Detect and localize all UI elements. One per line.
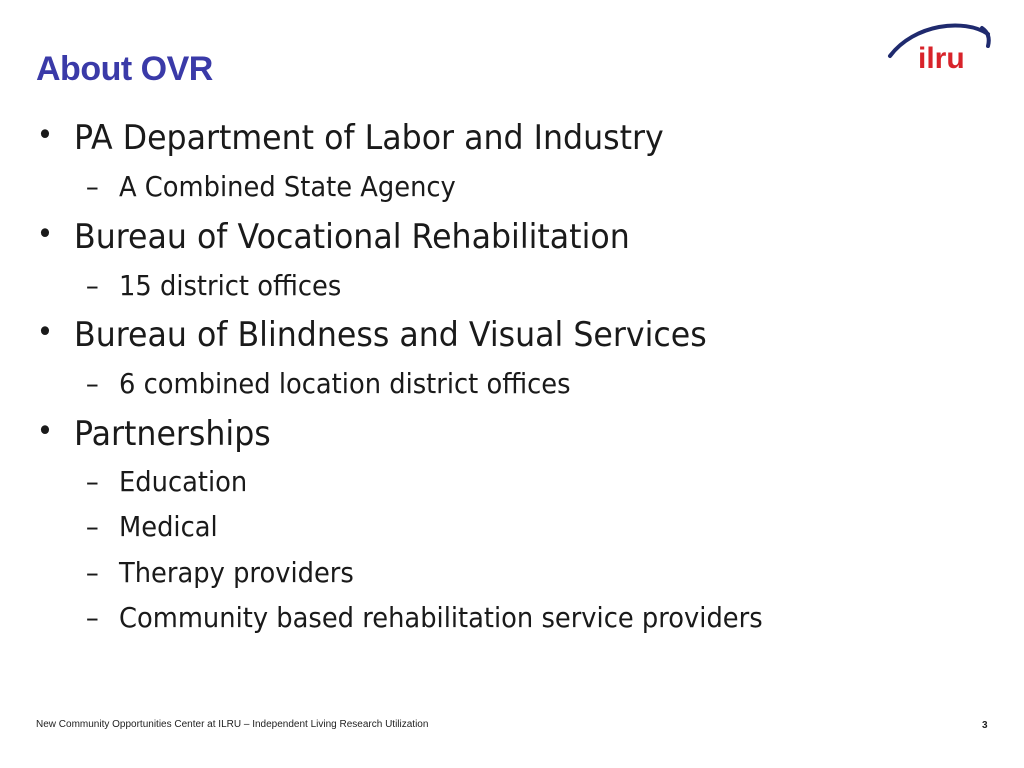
sub-bullet-dash: – xyxy=(85,465,99,498)
sub-bullet-dash: – xyxy=(85,269,99,302)
sub-bullet-dash: – xyxy=(85,170,99,203)
sub-bullet-item xyxy=(85,601,763,634)
logo-text: ilru xyxy=(918,42,965,75)
bullet-text: PA Department of Labor and Industry xyxy=(74,118,664,158)
sub-bullet-item xyxy=(85,269,342,302)
bullet-dot: • xyxy=(36,217,54,252)
sub-bullet-text: Community based rehabilitation service providers xyxy=(119,601,763,634)
bullet-dot: • xyxy=(36,414,54,449)
bullet-text: Partnerships xyxy=(74,414,271,454)
sub-bullet-text: 15 district offices xyxy=(119,269,342,302)
sub-bullet-text: Education xyxy=(119,465,248,498)
bullet-item xyxy=(36,414,271,454)
sub-bullet-item xyxy=(85,367,571,400)
sub-bullet-dash: – xyxy=(85,601,99,634)
sub-bullet-text: Therapy providers xyxy=(119,556,354,589)
bullet-text: Bureau of Vocational Rehabilitation xyxy=(74,217,630,257)
bullet-dot: • xyxy=(36,315,54,350)
sub-bullet-item xyxy=(85,170,456,203)
page-number: 3 xyxy=(982,720,988,731)
logo-swoosh-tail xyxy=(982,28,989,46)
bullet-text: Bureau of Blindness and Visual Services xyxy=(74,315,707,355)
ilru-logo xyxy=(884,16,994,76)
footer-text: New Community Opportunities Center at ILRU – Independent Living Research Utilization xyxy=(36,719,429,730)
sub-bullet-dash: – xyxy=(85,556,99,589)
bullet-item xyxy=(36,315,707,355)
sub-bullet-dash: – xyxy=(85,510,99,543)
sub-bullet-text: Medical xyxy=(119,510,218,543)
sub-bullet-item xyxy=(85,465,248,498)
slide-title: About OVR xyxy=(36,50,213,88)
bullet-dot: • xyxy=(36,118,54,153)
sub-bullet-text: 6 combined location district offices xyxy=(119,367,571,400)
sub-bullet-dash: – xyxy=(85,367,99,400)
sub-bullet-item xyxy=(85,556,354,589)
sub-bullet-item xyxy=(85,510,218,543)
bullet-item xyxy=(36,118,664,158)
sub-bullet-text: A Combined State Agency xyxy=(119,170,456,203)
bullet-item xyxy=(36,217,630,257)
